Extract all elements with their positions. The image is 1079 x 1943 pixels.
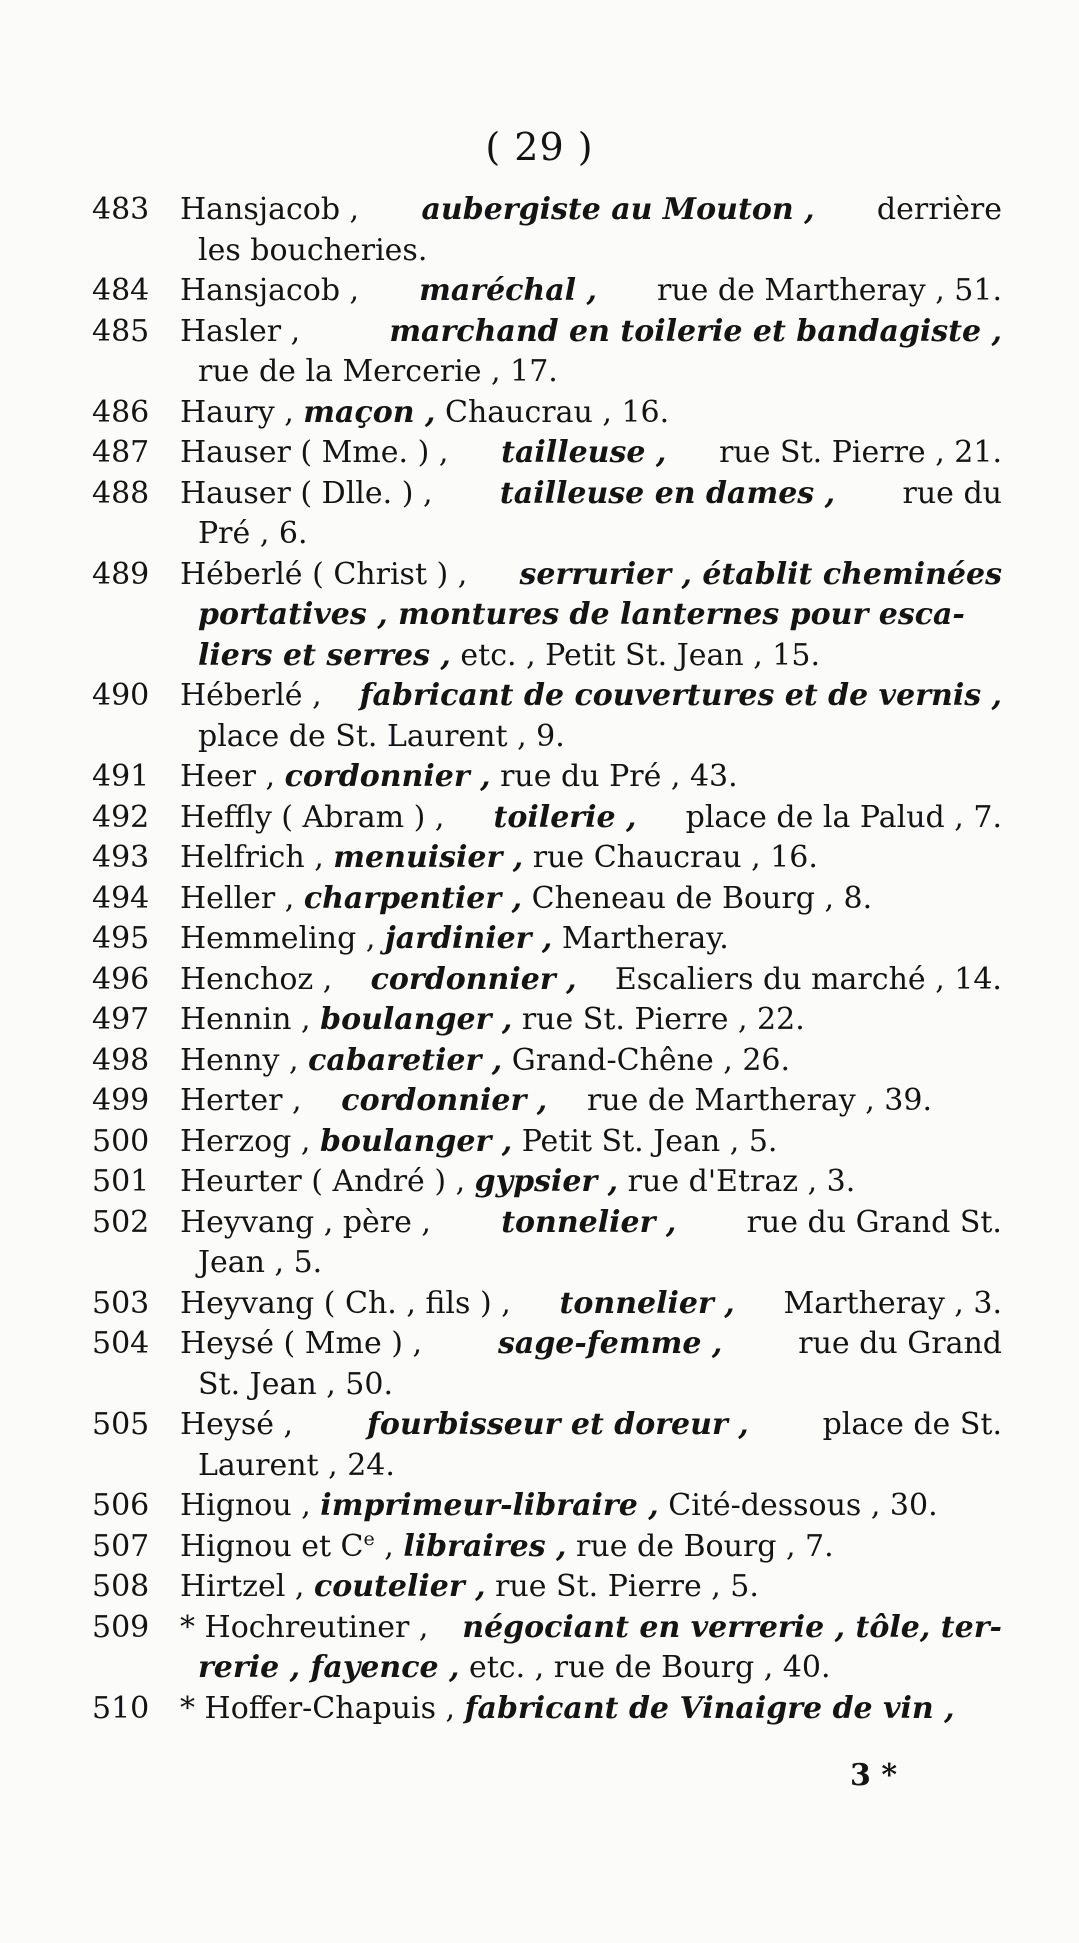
entry-name: Haury ,: [180, 394, 294, 430]
entry-address: rue de Martheray , 39.: [586, 1083, 932, 1118]
entry-occupation: tonnelier ,: [559, 1285, 735, 1321]
entry-number: 487: [92, 435, 150, 470]
signature-mark: 3 *: [850, 1758, 898, 1793]
entry-address: rue de Martheray , 51.: [656, 273, 1002, 308]
entry-number: 496: [92, 961, 150, 997]
entry-address: Cité-dessous , 30.: [668, 1488, 938, 1523]
entry-occupation: marchand en toilerie et bandagiste ,: [389, 313, 1002, 349]
entry-occupation-cont: rerie , fayence ,: [198, 1650, 460, 1685]
entry-501: [92, 1162, 1002, 1203]
entry-occupation: cordonnier ,: [341, 1083, 548, 1118]
entry-502: [92, 1203, 1002, 1284]
entry-483: [92, 190, 1002, 271]
entry-address: Escaliers du marché , 14.: [614, 961, 1002, 997]
entry-487: [92, 433, 1002, 474]
entry-name: Heyvang , père ,: [180, 1204, 431, 1240]
entry-address: rue du Pré , 43.: [500, 759, 738, 794]
entry-number: 492: [92, 799, 150, 835]
entry-address: Cheneau de Bourg , 8.: [531, 880, 873, 916]
entry-504: [92, 1324, 1002, 1405]
entry-number: 485: [92, 313, 150, 349]
entry-489: [92, 555, 1002, 677]
entry-number: 509: [92, 1609, 150, 1645]
entry-address: Petit St. Jean , 5.: [521, 1123, 778, 1159]
entry-484: [92, 271, 1002, 312]
entry-name-after: ,: [374, 1528, 394, 1564]
entry-number: 494: [92, 880, 150, 916]
entry-number: 503: [92, 1285, 150, 1321]
entry-503: [92, 1284, 1002, 1325]
entry-498: [92, 1041, 1002, 1082]
entry-number: 497: [92, 1002, 150, 1037]
entry-address: Chaucrau , 16.: [445, 394, 670, 430]
entry-continuation: Jean , 5.: [198, 1245, 323, 1280]
entry-number: 498: [92, 1042, 150, 1078]
entry-497: [92, 1000, 1002, 1041]
entry-495: [92, 919, 1002, 960]
entry-occupation: imprimeur-libraire ,: [320, 1488, 659, 1523]
entry-number: 504: [92, 1326, 150, 1361]
entry-number: 501: [92, 1164, 150, 1199]
entry-500: [92, 1122, 1002, 1163]
entry-492: [92, 798, 1002, 839]
entry-494: [92, 879, 1002, 920]
entry-506: [92, 1486, 1002, 1527]
entry-496: [92, 960, 1002, 1001]
entry-number: 508: [92, 1569, 150, 1604]
entry-occupation: serrurier , établit cheminées: [519, 556, 1002, 592]
entry-occupation: aubergiste au Mouton ,: [421, 192, 815, 227]
entry-name: Henny ,: [180, 1042, 299, 1078]
entry-number: 489: [92, 556, 150, 592]
entry-name: Heysé ,: [180, 1407, 294, 1442]
entry-499: [92, 1081, 1002, 1122]
entry-name: Héberlé ( Christ ) ,: [180, 556, 468, 592]
entry-occupation-cont: portatives , montures de lanternes pour esca-: [198, 597, 965, 632]
entry-occupation: maçon ,: [303, 394, 436, 430]
entry-name: Hignou ,: [180, 1488, 311, 1523]
entry-occupation: charpentier ,: [303, 880, 523, 916]
entry-address: rue St. Pierre , 22.: [521, 1002, 805, 1037]
entry-491: [92, 757, 1002, 798]
entry-name: Héberlé ,: [180, 678, 322, 713]
entry-address: place de la Palud , 7.: [685, 799, 1002, 835]
entry-address: rue St. Pierre , 21.: [719, 435, 1002, 470]
entry-number: 488: [92, 475, 150, 511]
entry-number: 510: [92, 1690, 150, 1726]
entry-occupation: libraires ,: [403, 1528, 567, 1564]
entry-number: 491: [92, 759, 150, 794]
entry-name: Hignou et C: [180, 1528, 364, 1564]
entry-occupation: menuisier ,: [333, 840, 524, 875]
entry-name: Herter ,: [180, 1083, 302, 1118]
entry-occupation: cordonnier ,: [370, 961, 577, 997]
entry-number: 483: [92, 192, 150, 227]
entry-508: [92, 1567, 1002, 1608]
entry-number: 505: [92, 1407, 150, 1442]
entry-485: [92, 312, 1002, 393]
entry-occupation: fabricant de Vinaigre de vin ,: [464, 1690, 955, 1726]
entry-occupation: sage-femme ,: [498, 1326, 723, 1361]
entry-occupation: coutelier ,: [313, 1569, 486, 1604]
entry-continuation: Pré , 6.: [198, 516, 308, 551]
entry-address: rue Chaucrau , 16.: [532, 840, 818, 875]
entry-address: rue St. Pierre , 5.: [495, 1569, 759, 1604]
entry-occupation: cabaretier ,: [308, 1042, 503, 1078]
entry-occupation: boulanger ,: [319, 1123, 513, 1159]
entry-continuation: rue de la Mercerie , 17.: [198, 354, 558, 389]
entry-address: Martheray.: [561, 921, 729, 956]
entry-address: rue du Grand: [798, 1326, 1002, 1361]
entry-number: 493: [92, 840, 150, 875]
entry-continuation: les boucheries.: [198, 232, 428, 268]
entry-occupation: cordonnier ,: [284, 759, 491, 794]
entry-name: Hansjacob ,: [180, 273, 360, 308]
entry-occupation: boulanger ,: [320, 1002, 513, 1037]
entry-number: 502: [92, 1204, 150, 1240]
page-number: ( 29 ): [485, 125, 594, 169]
superscript: e: [363, 1527, 375, 1550]
entry-number: 490: [92, 678, 150, 713]
entry-number: 506: [92, 1488, 150, 1523]
entry-name: Heffly ( Abram ) ,: [180, 799, 445, 835]
entry-493: [92, 838, 1002, 879]
entry-occupation: tailleuse en dames ,: [499, 475, 836, 511]
entry-occupation: toilerie ,: [493, 799, 637, 835]
entry-occupation: tonnelier ,: [501, 1204, 677, 1240]
entry-address: Martheray , 3.: [783, 1285, 1002, 1321]
entry-occupation: négociant en verrerie , tôle, ter-: [462, 1609, 1002, 1645]
entry-occupation: fourbisseur et doreur ,: [367, 1407, 749, 1442]
entry-number: 507: [92, 1528, 150, 1564]
entry-name: Hasler ,: [180, 313, 301, 349]
entry-name: Herzog ,: [180, 1123, 311, 1159]
entry-address: rue du Grand St.: [746, 1204, 1002, 1240]
entry-name: Heer ,: [180, 759, 276, 794]
entry-name: Heyvang ( Ch. , fils ) ,: [180, 1285, 511, 1321]
entry-488: [92, 474, 1002, 555]
entry-name: Heurter ( André ) ,: [180, 1164, 466, 1199]
entry-continuation: place de St. Laurent , 9.: [198, 718, 565, 754]
entry-occupation-cont: liers et serres ,: [198, 637, 451, 673]
entry-occupation: maréchal ,: [419, 273, 597, 308]
entry-number: 495: [92, 921, 150, 956]
entry-address: Grand-Chêne , 26.: [511, 1042, 791, 1078]
entry-name: Hauser ( Mme. ) ,: [180, 435, 449, 470]
entry-490: [92, 676, 1002, 757]
entry-name: Heller ,: [180, 880, 295, 916]
entry-name: Helfrich ,: [180, 840, 324, 875]
entry-505: [92, 1405, 1002, 1486]
entry-occupation: gypsier ,: [474, 1164, 619, 1199]
entry-occupation: jardinier ,: [384, 921, 553, 956]
entry-name: Hansjacob ,: [180, 192, 360, 227]
entry-507: [92, 1527, 1002, 1568]
entry-name: Henchoz ,: [180, 961, 333, 997]
entry-510: [92, 1689, 1002, 1730]
entry-continuation: St. Jean , 50.: [198, 1366, 393, 1402]
entry-occupation: fabricant de couvertures et de vernis ,: [359, 678, 1002, 713]
entry-name: Hemmeling ,: [180, 921, 376, 956]
entry-name: Hirtzel ,: [180, 1569, 305, 1604]
entry-occupation: tailleuse ,: [501, 435, 667, 470]
entry-address: derrière: [876, 192, 1002, 227]
entry-name: Hennin ,: [180, 1002, 311, 1037]
entry-address: etc. , Petit St. Jean , 15.: [460, 637, 820, 673]
entry-name: Heysé ( Mme ) ,: [180, 1326, 423, 1361]
entry-name: * Hoffer-Chapuis ,: [180, 1690, 456, 1726]
entry-number: 484: [92, 273, 150, 308]
entry-name: Hauser ( Dlle. ) ,: [180, 475, 433, 511]
entry-address: etc. , rue de Bourg , 40.: [468, 1650, 831, 1685]
entry-continuation: Laurent , 24.: [198, 1447, 395, 1483]
entry-number: 499: [92, 1083, 150, 1118]
entry-address: rue d'Etraz , 3.: [627, 1164, 856, 1199]
entry-address: rue de Bourg , 7.: [576, 1528, 834, 1564]
entry-address: rue du: [902, 475, 1002, 511]
entry-486: [92, 393, 1002, 434]
entry-number: 486: [92, 394, 150, 430]
entry-509: [92, 1608, 1002, 1689]
entry-address: place de St.: [822, 1407, 1002, 1442]
entry-name: * Hochreutiner ,: [180, 1609, 429, 1645]
directory-entries: [92, 190, 1002, 1729]
entry-number: 500: [92, 1123, 150, 1159]
